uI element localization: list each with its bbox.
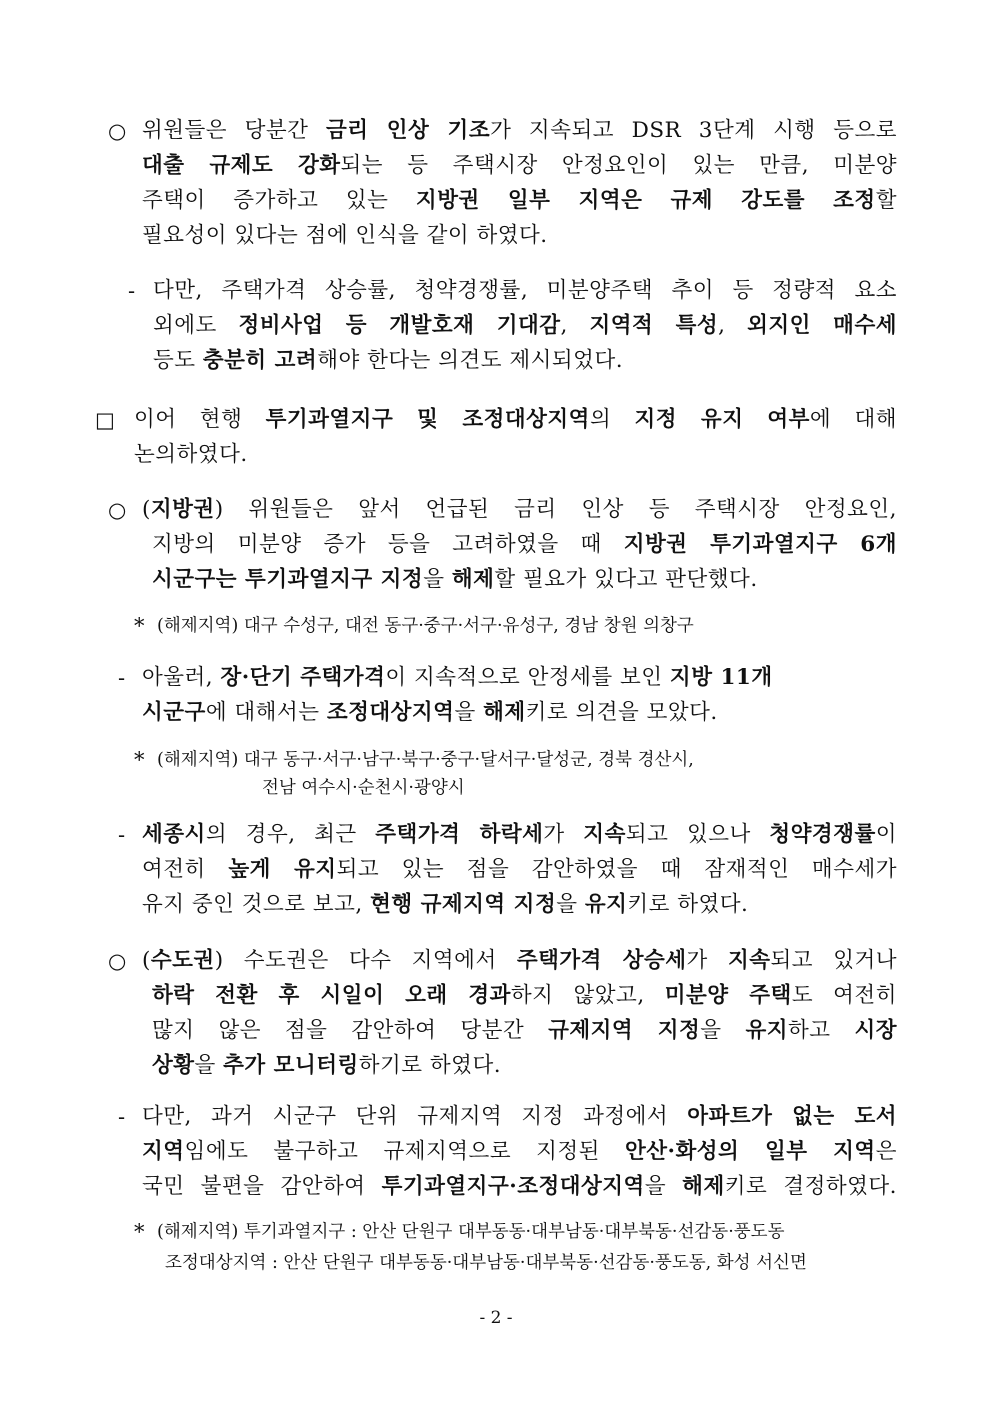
text-run: ) 위원들은 앞서 언급된 금리 인상 등 주택시장 안정요인,: [214, 497, 897, 522]
bold-text-run: 추가 모니터링: [223, 1053, 359, 1078]
bold-text-run: 주택가격 하락세: [375, 822, 544, 847]
text-run: 다만, 주택가격 상승률, 청약경쟁률, 미분양주택 추이 등 정량적 요소: [153, 278, 897, 303]
text-line: [153, 345, 623, 377]
text-run: (해제지역) 투기과열지구 : 안산 단원구 대부동동·대부남동·대부북동·선감동·풍도동: [157, 1222, 785, 1242]
text-run: 되는 등 주택시장 안정요인이 있는 만큼, 미분양: [340, 153, 897, 178]
bold-text-run: 시장: [854, 1018, 897, 1043]
bold-text-run: 지방권 투기과열지구 6개: [623, 532, 897, 557]
text-run: 유지 중인 것으로 보고,: [142, 892, 371, 917]
text-run: 여전히: [142, 857, 229, 882]
text-line: [153, 275, 897, 307]
text-run: 가 지속되고 DSR 3단계 시행 등으로: [490, 118, 897, 143]
bold-text-run: 외지인 매수세: [747, 313, 897, 338]
text-run: 이어 현행: [134, 407, 266, 432]
text-run: 을: [700, 1018, 746, 1043]
text-run: (해제지역) 대구 수성구, 대전 동구·중구·서구·유성구, 경남 창원 의창구: [157, 616, 694, 636]
note-line: [165, 1247, 807, 1279]
bold-text-run: 시군구는 투기과열지구 지정: [152, 567, 424, 592]
text-run: ,: [560, 313, 590, 338]
text-line: [142, 1136, 897, 1168]
text-line: [134, 439, 248, 471]
text-run: 은: [875, 1139, 897, 1164]
bold-text-run: 청약경쟁률: [769, 822, 876, 847]
text-line: [134, 404, 897, 436]
text-run: 되고 있으나: [625, 822, 770, 847]
bold-text-run: 유지: [584, 892, 628, 917]
text-line: [142, 945, 897, 977]
text-run: 필요성이 있다는 점에 인식을 같이 하였다.: [142, 223, 548, 248]
text-run: 을: [454, 700, 484, 725]
bold-text-run: 하락 전환 후 시일이 오래 경과: [152, 983, 511, 1008]
text-run: 키로 하였다.: [627, 892, 749, 917]
bold-text-run: 해제: [682, 1174, 725, 1199]
text-line: [152, 529, 897, 561]
text-run: 위원들은 당분간: [142, 118, 327, 143]
text-line: [142, 150, 897, 182]
text-run: ) 수도권은 다수 지역에서: [214, 948, 517, 973]
bold-text-run: 상황: [152, 1053, 195, 1078]
asterisk-bullet: *: [134, 614, 145, 638]
bold-text-run: 미분양 주택: [664, 983, 792, 1008]
text-line: [142, 115, 897, 147]
text-line: [142, 662, 773, 694]
text-run: 되고 있는 점을 감안하였을 때 잠재적인 매수세가: [336, 857, 898, 882]
text-run: 을: [194, 1053, 224, 1078]
text-run: 키로 의견을 모았다.: [525, 700, 718, 725]
text-run: (: [142, 948, 151, 973]
text-run: 이 지속적으로 안정세를 보인: [385, 665, 670, 690]
page-number: - 2 -: [479, 1308, 513, 1328]
text-run: 가: [686, 948, 728, 973]
bold-text-run: 수도권: [150, 948, 215, 973]
dash-bullet: -: [118, 823, 126, 847]
text-run: 의 경우, 최근: [205, 822, 376, 847]
dash-bullet: -: [128, 279, 136, 303]
text-run: 을: [556, 892, 585, 917]
note-line: [262, 772, 465, 804]
text-line: [142, 1171, 897, 1203]
text-run: 할: [875, 188, 897, 213]
text-run: 하기로 하였다.: [358, 1053, 502, 1078]
text-run: 지방의 미분양 증가 등을 고려하였을 때: [152, 532, 624, 557]
text-run: 논의하였다.: [134, 442, 248, 467]
text-run: 의: [589, 407, 635, 432]
circle-bullet: ○: [108, 119, 127, 143]
text-line: [153, 310, 897, 342]
text-line: [152, 980, 897, 1012]
bold-text-run: 지방 11개: [669, 665, 773, 690]
text-line: [142, 854, 897, 886]
bold-text-run: 해제: [483, 700, 526, 725]
bold-text-run: 충분히 고려: [202, 348, 318, 373]
text-run: (해제지역) 대구 동구·서구·남구·북구·중구·달서구·달성군, 경북 경산시,: [157, 750, 694, 770]
text-run: 아울러,: [142, 665, 221, 690]
bold-text-run: 장·단기 주택가격: [220, 665, 386, 690]
bold-text-run: 지방권 일부 지역은 규제 강도를 조정: [415, 188, 876, 213]
text-line: [152, 564, 758, 596]
bold-text-run: 규제지역 지정: [548, 1018, 701, 1043]
text-run: 국민 불편을 감안하여: [142, 1174, 382, 1199]
bold-text-run: 높게 유지: [228, 857, 337, 882]
bold-text-run: 아파트가 없는 도서: [687, 1104, 897, 1129]
bold-text-run: 현행 규제지역 지정: [370, 892, 557, 917]
text-run: 전남 여수시·순천시·광양시: [262, 778, 465, 798]
text-line: [152, 1015, 897, 1047]
text-run: 에 대해서는: [205, 700, 327, 725]
text-run: 많지 않은 점을 감안하여 당분간: [152, 1018, 549, 1043]
bold-text-run: 세종시: [142, 822, 206, 847]
bold-text-run: 조정대상지역: [326, 700, 455, 725]
text-run: 다만, 과거 시군구 단위 규제지역 지정 과정에서: [142, 1104, 688, 1129]
circle-bullet: ○: [108, 949, 127, 973]
text-line: [142, 697, 718, 729]
text-run: 에 대해: [809, 407, 897, 432]
text-run: 하지 않았고,: [510, 983, 665, 1008]
text-run: 조정대상지역 : 안산 단원구 대부동동·대부남동·대부북동·선감동·풍도동, 화성 서신면: [165, 1253, 807, 1273]
bold-text-run: 지정 유지 여부: [634, 407, 810, 432]
text-run: 이: [875, 822, 898, 847]
bold-text-run: 금리 인상 기조: [326, 118, 491, 143]
text-run: 키로 결정하였다.: [724, 1174, 897, 1199]
text-line: [142, 889, 748, 921]
text-line: [142, 220, 548, 252]
box-bullet: □: [95, 408, 115, 432]
bold-text-run: 정비사업 등 개발호재 기대감: [238, 313, 561, 338]
bold-text-run: 안산·화성의 일부 지역: [624, 1139, 876, 1164]
dash-bullet: -: [118, 666, 126, 690]
text-run: 을: [644, 1174, 683, 1199]
text-run: 도 여전히: [791, 983, 897, 1008]
bold-text-run: 지방권: [150, 497, 215, 522]
text-line: [142, 185, 897, 217]
text-run: 할 필요가 있다고 판단했다.: [494, 567, 758, 592]
text-run: 해야 한다는 의견도 제시되었다.: [317, 348, 624, 373]
text-run: 외에도: [153, 313, 239, 338]
asterisk-bullet: *: [134, 748, 145, 772]
text-run: 되고 있거나: [770, 948, 898, 973]
note-line: [157, 610, 694, 642]
text-line: [142, 819, 897, 851]
asterisk-bullet: *: [134, 1220, 145, 1244]
dash-bullet: -: [118, 1105, 126, 1129]
text-run: 주택이 증가하고 있는: [142, 188, 416, 213]
text-run: 임에도 불구하고 규제지역으로 지정된: [184, 1139, 625, 1164]
text-run: (: [142, 497, 151, 522]
bold-text-run: 지역: [142, 1139, 185, 1164]
bold-text-run: 지속: [727, 948, 771, 973]
text-line: [152, 1050, 501, 1082]
bold-text-run: 지역적 특성: [589, 313, 719, 338]
text-run: 을: [423, 567, 452, 592]
circle-bullet: ○: [108, 498, 127, 522]
text-run: ,: [718, 313, 748, 338]
bold-text-run: 유지: [745, 1018, 788, 1043]
bold-text-run: 대출 규제도 강화: [142, 153, 341, 178]
bold-text-run: 지속: [583, 822, 626, 847]
text-line: [142, 494, 897, 526]
bold-text-run: 투기과열지구·조정대상지역: [381, 1174, 645, 1199]
text-run: 등도: [153, 348, 203, 373]
text-line: [142, 1101, 897, 1133]
text-run: 하고: [788, 1018, 855, 1043]
bold-text-run: 시군구: [142, 700, 206, 725]
text-run: 가: [543, 822, 584, 847]
note-line: [157, 1216, 784, 1248]
bold-text-run: 해제: [451, 567, 495, 592]
bold-text-run: 주택가격 상승세: [516, 948, 687, 973]
bold-text-run: 투기과열지구 및 조정대상지역: [265, 407, 590, 432]
